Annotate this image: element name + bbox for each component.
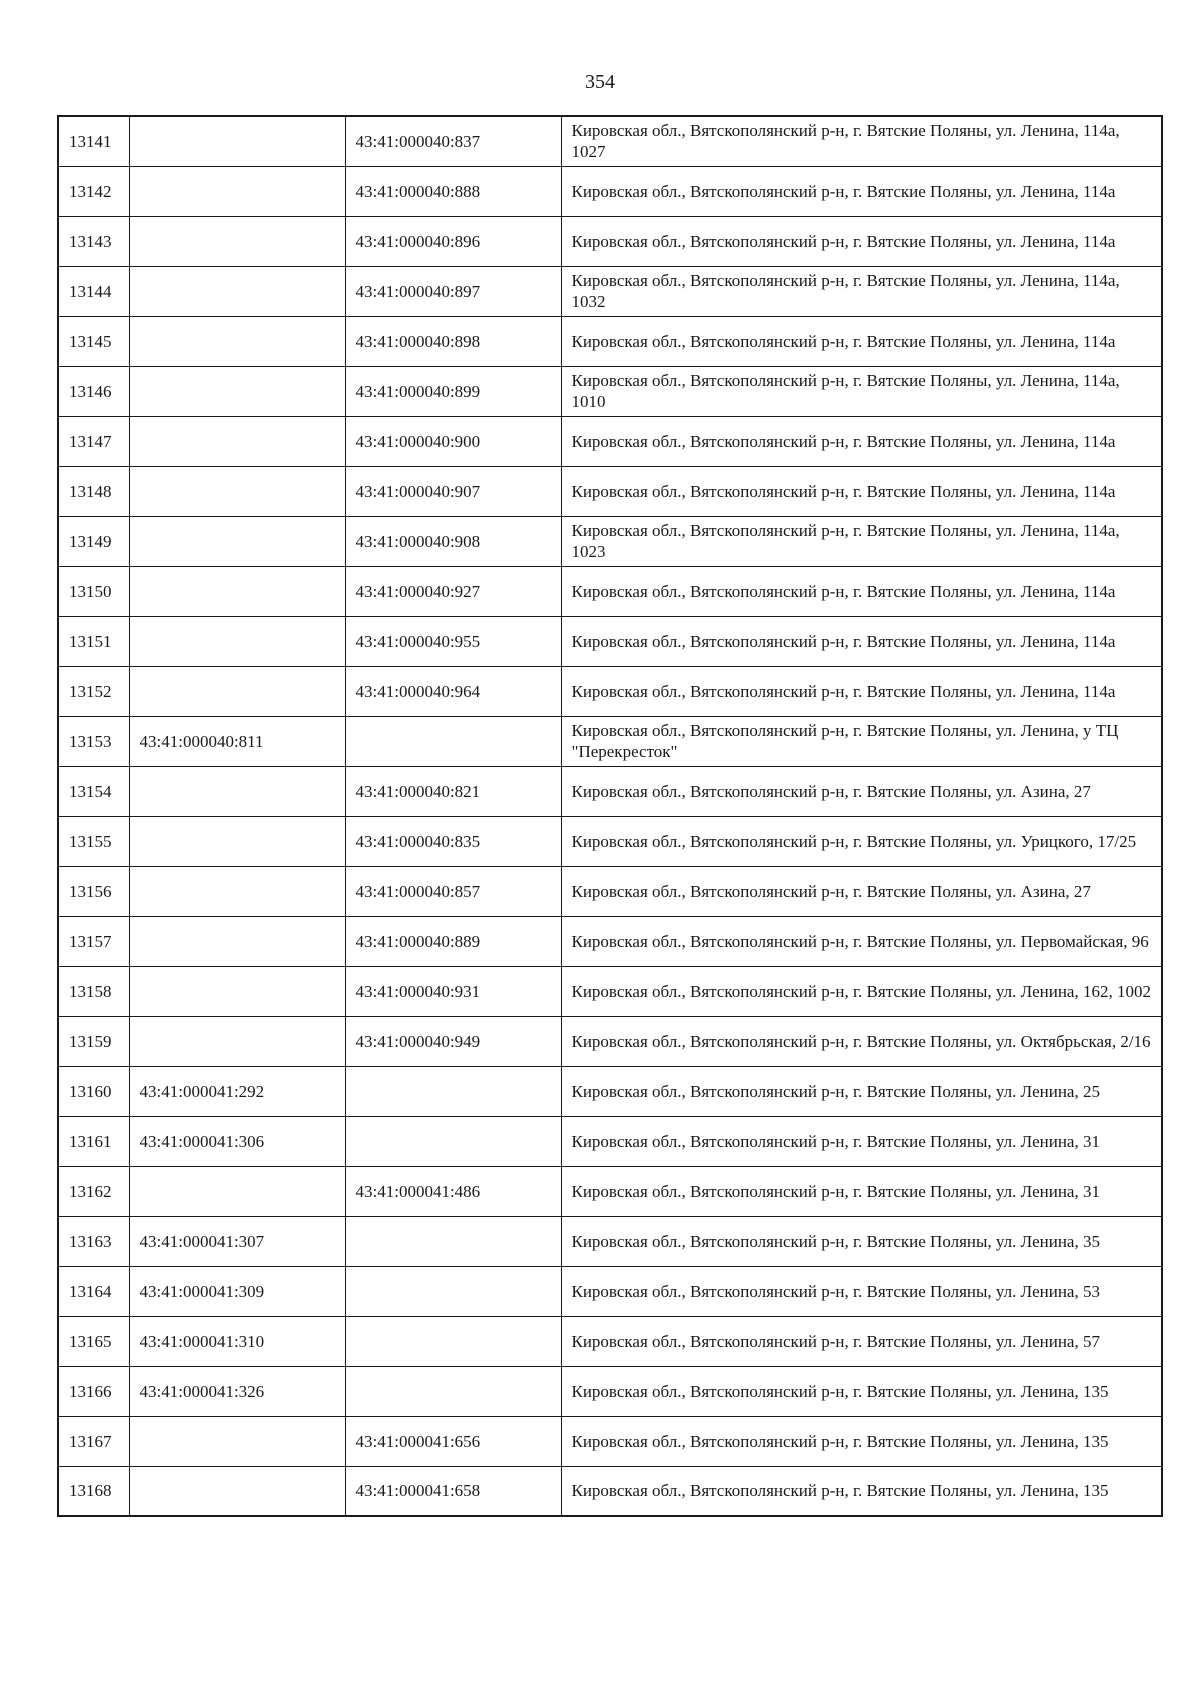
address-cell (561, 766, 1162, 816)
address-cell (561, 666, 1162, 716)
row-number-cell (58, 166, 129, 216)
cadastral-number-cell-text: 43:41:000041:292 (139, 1081, 265, 1101)
address-cell (561, 516, 1162, 566)
object-cadastral-number-cell-text: 43:41:000040:898 (355, 331, 481, 351)
object-cadastral-number-cell (345, 1116, 561, 1166)
cadastral-number-cell-text: 43:41:000040:811 (139, 731, 264, 751)
row-number-cell (58, 816, 129, 866)
table-row (58, 516, 1162, 566)
address-cell-text: Кировская обл., Вятскополянский р-н, г. Вятские Поляны, ул. Ленина, 53 (571, 1281, 1100, 1301)
row-number-cell-text: 13144 (69, 281, 112, 301)
cadastral-number-cell (129, 866, 345, 916)
row-number-cell (58, 516, 129, 566)
address-cell (561, 866, 1162, 916)
row-number-cell-text: 13150 (69, 581, 112, 601)
address-cell-text: Кировская обл., Вятскополянский р-н, г. Вятские Поляны, ул. Ленина, 114а (571, 331, 1116, 351)
row-number-cell (58, 1316, 129, 1366)
row-number-cell (58, 966, 129, 1016)
address-cell-text: Кировская обл., Вятскополянский р-н, г. Вятские Поляны, ул. Ленина, 114а (571, 631, 1116, 651)
row-number-cell-text: 13153 (69, 731, 112, 751)
address-cell-text: Кировская обл., Вятскополянский р-н, г. Вятские Поляны, ул. Ленина, 162, 1002 (571, 981, 1151, 1001)
cadastral-number-cell (129, 566, 345, 616)
address-cell-text: Кировская обл., Вятскополянский р-н, г. Вятские Поляны, ул. Ленина, 135 (571, 1431, 1109, 1451)
object-cadastral-number-cell (345, 1466, 561, 1516)
address-cell-text: Кировская обл., Вятскополянский р-н, г. Вятские Поляны, ул. Первомайская, 96 (571, 931, 1149, 951)
row-number-cell (58, 1366, 129, 1416)
table-row (58, 816, 1162, 866)
row-number-cell (58, 616, 129, 666)
row-number-cell-text: 13160 (69, 1081, 112, 1101)
row-number-cell-text: 13142 (69, 181, 112, 201)
address-cell-text: Кировская обл., Вятскополянский р-н, г. Вятские Поляны, ул. Ленина, 35 (571, 1231, 1100, 1251)
cadastral-number-cell (129, 1216, 345, 1266)
row-number-cell-text: 13143 (69, 231, 112, 251)
registry-table-body (58, 116, 1162, 1516)
address-cell-text: Кировская обл., Вятскополянский р-н, г. Вятские Поляны, ул. Азина, 27 (571, 881, 1091, 901)
object-cadastral-number-cell (345, 1066, 561, 1116)
row-number-cell-text: 13159 (69, 1031, 112, 1051)
cadastral-number-cell (129, 266, 345, 316)
object-cadastral-number-cell (345, 916, 561, 966)
table-row (58, 266, 1162, 316)
object-cadastral-number-cell (345, 116, 561, 166)
cadastral-number-cell (129, 816, 345, 866)
row-number-cell (58, 1416, 129, 1466)
cadastral-number-cell (129, 616, 345, 666)
address-cell-text: Кировская обл., Вятскополянский р-н, г. Вятские Поляны, ул. Ленина, 135 (571, 1381, 1109, 1401)
address-cell (561, 566, 1162, 616)
table-row (58, 1466, 1162, 1516)
row-number-cell (58, 716, 129, 766)
row-number-cell-text: 13157 (69, 931, 112, 951)
row-number-cell (58, 316, 129, 366)
row-number-cell-text: 13168 (69, 1481, 112, 1501)
address-cell-text: Кировская обл., Вятскополянский р-н, г. Вятские Поляны, ул. Ленина, 31 (571, 1181, 1100, 1201)
table-row (58, 966, 1162, 1016)
address-cell (561, 1316, 1162, 1366)
object-cadastral-number-cell-text: 43:41:000040:931 (355, 981, 481, 1001)
object-cadastral-number-cell-text: 43:41:000040:897 (355, 281, 481, 301)
cadastral-number-cell (129, 666, 345, 716)
row-number-cell-text: 13152 (69, 681, 112, 701)
object-cadastral-number-cell-text: 43:41:000041:486 (355, 1181, 481, 1201)
object-cadastral-number-cell (345, 716, 561, 766)
table-row (58, 1066, 1162, 1116)
address-cell (561, 366, 1162, 416)
object-cadastral-number-cell-text: 43:41:000041:658 (355, 1481, 481, 1501)
table-row (58, 1316, 1162, 1366)
object-cadastral-number-cell (345, 1216, 561, 1266)
object-cadastral-number-cell-text: 43:41:000040:955 (355, 631, 481, 651)
row-number-cell-text: 13149 (69, 531, 112, 551)
row-number-cell (58, 466, 129, 516)
cadastral-number-cell (129, 966, 345, 1016)
address-cell-text: Кировская обл., Вятскополянский р-н, г. Вятские Поляны, ул. Ленина, 31 (571, 1131, 1100, 1151)
row-number-cell (58, 1266, 129, 1316)
object-cadastral-number-cell (345, 966, 561, 1016)
row-number-cell-text: 13151 (69, 631, 112, 651)
table-row (58, 116, 1162, 166)
row-number-cell (58, 1466, 129, 1516)
address-cell-text: Кировская обл., Вятскополянский р-н, г. Вятские Поляны, ул. Ленина, 114а, 1027 (571, 121, 1120, 162)
object-cadastral-number-cell (345, 1016, 561, 1066)
object-cadastral-number-cell (345, 516, 561, 566)
row-number-cell-text: 13148 (69, 481, 112, 501)
cadastral-number-cell (129, 1266, 345, 1316)
row-number-cell (58, 566, 129, 616)
row-number-cell (58, 116, 129, 166)
address-cell (561, 1216, 1162, 1266)
cadastral-number-cell-text: 43:41:000041:326 (139, 1381, 265, 1401)
table-row (58, 866, 1162, 916)
cadastral-number-cell (129, 316, 345, 366)
table-row (58, 716, 1162, 766)
object-cadastral-number-cell (345, 1266, 561, 1316)
address-cell (561, 716, 1162, 766)
cadastral-number-cell (129, 516, 345, 566)
address-cell (561, 266, 1162, 316)
object-cadastral-number-cell-text: 43:41:000040:837 (355, 131, 481, 151)
address-cell (561, 1366, 1162, 1416)
object-cadastral-number-cell-text: 43:41:000040:900 (355, 431, 481, 451)
row-number-cell (58, 666, 129, 716)
address-cell-text: Кировская обл., Вятскополянский р-н, г. Вятские Поляны, ул. Октябрьская, 2/16 (571, 1031, 1151, 1051)
row-number-cell (58, 1016, 129, 1066)
object-cadastral-number-cell-text: 43:41:000040:907 (355, 481, 481, 501)
cadastral-number-cell (129, 766, 345, 816)
address-cell (561, 1266, 1162, 1316)
address-cell-text: Кировская обл., Вятскополянский р-н, г. Вятские Поляны, ул. Азина, 27 (571, 781, 1091, 801)
table-row (58, 1216, 1162, 1266)
table-row (58, 1266, 1162, 1316)
row-number-cell (58, 916, 129, 966)
row-number-cell (58, 1066, 129, 1116)
object-cadastral-number-cell-text: 43:41:000040:896 (355, 231, 481, 251)
row-number-cell-text: 13147 (69, 431, 112, 451)
table-row (58, 766, 1162, 816)
object-cadastral-number-cell (345, 216, 561, 266)
object-cadastral-number-cell-text: 43:41:000040:899 (355, 381, 481, 401)
cadastral-number-cell (129, 1166, 345, 1216)
object-cadastral-number-cell-text: 43:41:000040:964 (355, 681, 481, 701)
address-cell (561, 416, 1162, 466)
object-cadastral-number-cell (345, 566, 561, 616)
row-number-cell-text: 13161 (69, 1131, 112, 1151)
address-cell (561, 966, 1162, 1016)
object-cadastral-number-cell-text: 43:41:000040:857 (355, 881, 481, 901)
cadastral-number-cell-text: 43:41:000041:310 (139, 1331, 265, 1351)
row-number-cell (58, 216, 129, 266)
object-cadastral-number-cell-text: 43:41:000040:908 (355, 531, 481, 551)
address-cell-text: Кировская обл., Вятскополянский р-н, г. Вятские Поляны, ул. Ленина, 114а (571, 581, 1116, 601)
address-cell (561, 216, 1162, 266)
address-cell (561, 916, 1162, 966)
address-cell-text: Кировская обл., Вятскополянский р-н, г. Вятские Поляны, ул. Ленина, 25 (571, 1081, 1100, 1101)
table-row (58, 1366, 1162, 1416)
object-cadastral-number-cell-text: 43:41:000041:656 (355, 1431, 481, 1451)
object-cadastral-number-cell (345, 866, 561, 916)
row-number-cell-text: 13141 (69, 131, 112, 151)
object-cadastral-number-cell-text: 43:41:000040:889 (355, 931, 481, 951)
row-number-cell-text: 13146 (69, 381, 112, 401)
address-cell-text: Кировская обл., Вятскополянский р-н, г. Вятские Поляны, ул. Ленина, 114а (571, 481, 1116, 501)
row-number-cell-text: 13165 (69, 1331, 112, 1351)
row-number-cell (58, 416, 129, 466)
cadastral-number-cell (129, 716, 345, 766)
cadastral-number-cell (129, 216, 345, 266)
address-cell-text: Кировская обл., Вятскополянский р-н, г. Вятские Поляны, ул. Урицкого, 17/25 (571, 831, 1137, 851)
address-cell (561, 616, 1162, 666)
row-number-cell-text: 13158 (69, 981, 112, 1001)
object-cadastral-number-cell (345, 1166, 561, 1216)
cadastral-number-cell (129, 1316, 345, 1366)
row-number-cell-text: 13155 (69, 831, 112, 851)
object-cadastral-number-cell (345, 1416, 561, 1466)
object-cadastral-number-cell (345, 816, 561, 866)
object-cadastral-number-cell-text: 43:41:000040:835 (355, 831, 481, 851)
address-cell (561, 1416, 1162, 1466)
table-row (58, 666, 1162, 716)
cadastral-number-cell-text: 43:41:000041:306 (139, 1131, 265, 1151)
object-cadastral-number-cell-text: 43:41:000040:949 (355, 1031, 481, 1051)
object-cadastral-number-cell (345, 416, 561, 466)
cadastral-number-cell (129, 1416, 345, 1466)
cadastral-number-cell-text: 43:41:000041:307 (139, 1231, 265, 1251)
table-row (58, 1116, 1162, 1166)
address-cell (561, 116, 1162, 166)
row-number-cell-text: 13164 (69, 1281, 112, 1301)
table-row (58, 1016, 1162, 1066)
page-number: 354 (585, 71, 615, 93)
table-row (58, 1416, 1162, 1466)
table-row (58, 166, 1162, 216)
object-cadastral-number-cell (345, 266, 561, 316)
address-cell-text: Кировская обл., Вятскополянский р-н, г. Вятские Поляны, ул. Ленина, 114а (571, 181, 1116, 201)
row-number-cell-text: 13154 (69, 781, 112, 801)
object-cadastral-number-cell (345, 1366, 561, 1416)
table-row (58, 566, 1162, 616)
object-cadastral-number-cell-text: 43:41:000040:927 (355, 581, 481, 601)
registry-table (57, 115, 1163, 1517)
row-number-cell-text: 13167 (69, 1431, 112, 1451)
row-number-cell (58, 1116, 129, 1166)
object-cadastral-number-cell (345, 666, 561, 716)
row-number-cell (58, 366, 129, 416)
table-row (58, 316, 1162, 366)
cadastral-number-cell (129, 416, 345, 466)
cadastral-number-cell (129, 1466, 345, 1516)
address-cell-text: Кировская обл., Вятскополянский р-н, г. Вятские Поляны, ул. Ленина, 135 (571, 1481, 1109, 1501)
address-cell-text: Кировская обл., Вятскополянский р-н, г. Вятские Поляны, ул. Ленина, 114а (571, 431, 1116, 451)
address-cell-text: Кировская обл., Вятскополянский р-н, г. Вятские Поляны, ул. Ленина, 114а, 1010 (571, 371, 1120, 411)
row-number-cell-text: 13163 (69, 1231, 112, 1251)
object-cadastral-number-cell (345, 766, 561, 816)
cadastral-number-cell (129, 366, 345, 416)
row-number-cell-text: 13156 (69, 881, 112, 901)
cadastral-number-cell (129, 1366, 345, 1416)
address-cell (561, 1166, 1162, 1216)
table-row (58, 216, 1162, 266)
table-row (58, 466, 1162, 516)
row-number-cell-text: 13162 (69, 1181, 112, 1201)
address-cell (561, 1016, 1162, 1066)
address-cell (561, 1466, 1162, 1516)
address-cell-text: Кировская обл., Вятскополянский р-н, г. Вятские Поляны, ул. Ленина, 114а, 1023 (571, 521, 1120, 561)
address-cell (561, 466, 1162, 516)
row-number-cell (58, 1216, 129, 1266)
cadastral-number-cell (129, 1016, 345, 1066)
cadastral-number-cell (129, 916, 345, 966)
address-cell (561, 1116, 1162, 1166)
address-cell-text: Кировская обл., Вятскополянский р-н, г. Вятские Поляны, ул. Ленина, 57 (571, 1331, 1100, 1351)
cadastral-number-cell-text: 43:41:000041:309 (139, 1281, 265, 1301)
object-cadastral-number-cell (345, 616, 561, 666)
address-cell-text: Кировская обл., Вятскополянский р-н, г. Вятские Поляны, ул. Ленина, 114а, 1032 (571, 271, 1120, 311)
cadastral-number-cell (129, 466, 345, 516)
address-cell-text: Кировская обл., Вятскополянский р-н, г. Вятские Поляны, ул. Ленина, у ТЦ "Перекресток" (571, 721, 1119, 761)
row-number-cell-text: 13166 (69, 1381, 112, 1401)
address-cell (561, 166, 1162, 216)
address-cell (561, 816, 1162, 866)
object-cadastral-number-cell (345, 166, 561, 216)
address-cell-text: Кировская обл., Вятскополянский р-н, г. Вятские Поляны, ул. Ленина, 114а (571, 231, 1116, 251)
table-row (58, 366, 1162, 416)
table-row (58, 616, 1162, 666)
cadastral-number-cell (129, 1116, 345, 1166)
cadastral-number-cell (129, 116, 345, 166)
address-cell (561, 1066, 1162, 1116)
object-cadastral-number-cell (345, 366, 561, 416)
cadastral-number-cell (129, 166, 345, 216)
table-row (58, 916, 1162, 966)
object-cadastral-number-cell-text: 43:41:000040:888 (355, 181, 481, 201)
object-cadastral-number-cell (345, 466, 561, 516)
address-cell-text: Кировская обл., Вятскополянский р-н, г. Вятские Поляны, ул. Ленина, 114а (571, 681, 1116, 701)
row-number-cell (58, 866, 129, 916)
cadastral-number-cell (129, 1066, 345, 1116)
address-cell (561, 316, 1162, 366)
row-number-cell-text: 13145 (69, 331, 112, 351)
table-row (58, 416, 1162, 466)
row-number-cell (58, 266, 129, 316)
row-number-cell (58, 766, 129, 816)
object-cadastral-number-cell-text: 43:41:000040:821 (355, 781, 481, 801)
object-cadastral-number-cell (345, 316, 561, 366)
row-number-cell (58, 1166, 129, 1216)
object-cadastral-number-cell (345, 1316, 561, 1366)
table-row (58, 1166, 1162, 1216)
